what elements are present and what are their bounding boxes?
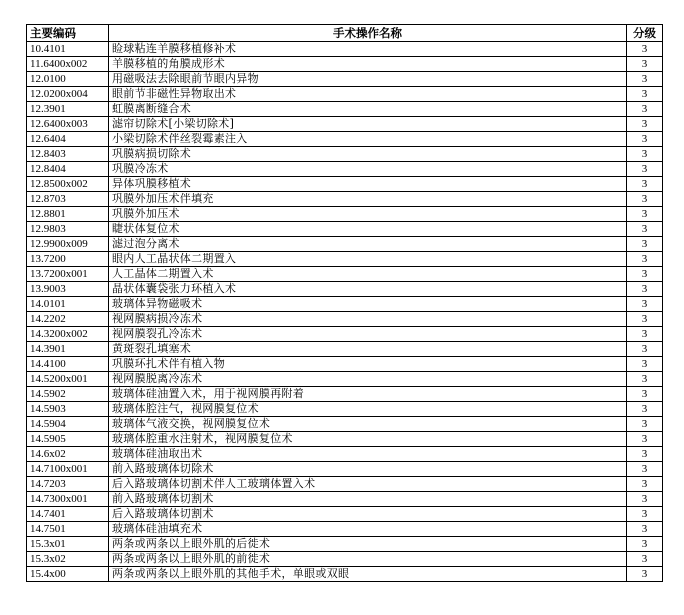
cell-code: 10.4101 <box>27 42 109 57</box>
cell-code: 13.7200x001 <box>27 267 109 282</box>
cell-code: 14.7100x001 <box>27 462 109 477</box>
cell-grade: 3 <box>627 507 663 522</box>
cell-grade: 3 <box>627 492 663 507</box>
cell-name: 两条或两条以上眼外肌的后徙术 <box>109 537 627 552</box>
cell-code: 14.7501 <box>27 522 109 537</box>
cell-grade: 3 <box>627 162 663 177</box>
table-row <box>27 267 663 282</box>
cell-grade: 3 <box>627 237 663 252</box>
cell-grade: 3 <box>627 102 663 117</box>
cell-name: 视网膜脱离冷冻术 <box>109 372 627 387</box>
cell-code: 12.0200x004 <box>27 87 109 102</box>
cell-name: 晶状体囊袋张力环植入术 <box>109 282 627 297</box>
cell-grade: 3 <box>627 477 663 492</box>
cell-name: 玻璃体气液交换，视网膜复位术 <box>109 417 627 432</box>
header-row <box>27 25 663 42</box>
cell-grade: 3 <box>627 252 663 267</box>
cell-grade: 3 <box>627 72 663 87</box>
header-code: 主要编码 <box>27 25 109 42</box>
table-row <box>27 477 663 492</box>
table-row <box>27 387 663 402</box>
cell-code: 14.5902 <box>27 387 109 402</box>
table-header <box>27 25 663 42</box>
cell-name: 玻璃体硅油置入术，用于视网膜再附着 <box>109 387 627 402</box>
table-row <box>27 147 663 162</box>
cell-code: 12.8703 <box>27 192 109 207</box>
table-row <box>27 237 663 252</box>
table-row <box>27 567 663 582</box>
cell-grade: 3 <box>627 132 663 147</box>
cell-name: 玻璃体硅油取出术 <box>109 447 627 462</box>
table-row <box>27 342 663 357</box>
header-grade: 分级 <box>627 25 663 42</box>
table-row <box>27 132 663 147</box>
cell-code: 14.4100 <box>27 357 109 372</box>
cell-name: 眼内人工晶状体二期置入 <box>109 252 627 267</box>
table-row <box>27 252 663 267</box>
table-row <box>27 327 663 342</box>
cell-grade: 3 <box>627 462 663 477</box>
table-row <box>27 282 663 297</box>
cell-code: 14.0101 <box>27 297 109 312</box>
cell-grade: 3 <box>627 357 663 372</box>
cell-name: 后入路玻璃体切割术伴人工玻璃体置入术 <box>109 477 627 492</box>
cell-name: 视网膜裂孔冷冻术 <box>109 327 627 342</box>
table-row <box>27 42 663 57</box>
cell-code: 14.7300x001 <box>27 492 109 507</box>
cell-name: 睑球粘连羊膜移植修补术 <box>109 42 627 57</box>
cell-name: 视网膜病损冷冻术 <box>109 312 627 327</box>
cell-grade: 3 <box>627 42 663 57</box>
cell-code: 14.7401 <box>27 507 109 522</box>
table-row <box>27 462 663 477</box>
table-row <box>27 102 663 117</box>
cell-name: 黄斑裂孔填塞术 <box>109 342 627 357</box>
cell-name: 巩膜外加压术 <box>109 207 627 222</box>
cell-code: 13.7200 <box>27 252 109 267</box>
cell-name: 巩膜冷冻术 <box>109 162 627 177</box>
cell-name: 玻璃体腔注气，视网膜复位术 <box>109 402 627 417</box>
cell-name: 小梁切除术伴丝裂霉素注入 <box>109 132 627 147</box>
cell-name: 巩膜病损切除术 <box>109 147 627 162</box>
cell-name: 前入路玻璃体切割术 <box>109 492 627 507</box>
table-row <box>27 357 663 372</box>
table-row <box>27 312 663 327</box>
cell-grade: 3 <box>627 177 663 192</box>
cell-code: 14.5905 <box>27 432 109 447</box>
table-row <box>27 57 663 72</box>
cell-grade: 3 <box>627 387 663 402</box>
table-row <box>27 492 663 507</box>
cell-grade: 3 <box>627 267 663 282</box>
document-page <box>26 24 662 582</box>
cell-grade: 3 <box>627 282 663 297</box>
table-row <box>27 192 663 207</box>
cell-code: 12.8403 <box>27 147 109 162</box>
cell-grade: 3 <box>627 117 663 132</box>
cell-name: 羊膜移植的角膜成形术 <box>109 57 627 72</box>
cell-grade: 3 <box>627 402 663 417</box>
cell-name: 巩膜外加压术伴填充 <box>109 192 627 207</box>
cell-grade: 3 <box>627 297 663 312</box>
cell-grade: 3 <box>627 207 663 222</box>
cell-name: 两条或两条以上眼外肌的其他手术，单眼或双眼 <box>109 567 627 582</box>
cell-name: 玻璃体腔重水注射术，视网膜复位术 <box>109 432 627 447</box>
cell-code: 12.0100 <box>27 72 109 87</box>
table-row <box>27 372 663 387</box>
cell-name: 玻璃体异物磁吸术 <box>109 297 627 312</box>
table-row <box>27 507 663 522</box>
cell-name: 前入路玻璃体切除术 <box>109 462 627 477</box>
cell-code: 13.9003 <box>27 282 109 297</box>
table-row <box>27 447 663 462</box>
cell-code: 14.5904 <box>27 417 109 432</box>
table-row <box>27 537 663 552</box>
procedure-table <box>26 24 663 582</box>
cell-code: 14.3200x002 <box>27 327 109 342</box>
table-row <box>27 522 663 537</box>
table-row <box>27 72 663 87</box>
table-body <box>27 42 663 582</box>
cell-name: 用磁吸法去除眼前节眼内异物 <box>109 72 627 87</box>
cell-name: 巩膜环扎术伴有植入物 <box>109 357 627 372</box>
table-row <box>27 552 663 567</box>
cell-code: 12.6400x003 <box>27 117 109 132</box>
table-row <box>27 297 663 312</box>
table-row <box>27 432 663 447</box>
cell-grade: 3 <box>627 222 663 237</box>
cell-name: 睫状体复位术 <box>109 222 627 237</box>
table-row <box>27 417 663 432</box>
cell-code: 15.3x01 <box>27 537 109 552</box>
cell-grade: 3 <box>627 567 663 582</box>
cell-code: 15.3x02 <box>27 552 109 567</box>
table-row <box>27 207 663 222</box>
cell-name: 人工晶体二期置入术 <box>109 267 627 282</box>
cell-grade: 3 <box>627 522 663 537</box>
cell-code: 12.8500x002 <box>27 177 109 192</box>
table-row <box>27 162 663 177</box>
cell-grade: 3 <box>627 372 663 387</box>
cell-name: 后入路玻璃体切割术 <box>109 507 627 522</box>
cell-code: 12.8404 <box>27 162 109 177</box>
cell-code: 12.6404 <box>27 132 109 147</box>
table-row <box>27 177 663 192</box>
cell-name: 玻璃体硅油填充术 <box>109 522 627 537</box>
cell-code: 12.9900x009 <box>27 237 109 252</box>
cell-name: 两条或两条以上眼外肌的前徙术 <box>109 552 627 567</box>
cell-grade: 3 <box>627 57 663 72</box>
cell-grade: 3 <box>627 312 663 327</box>
cell-name: 滤过泡分离术 <box>109 237 627 252</box>
cell-code: 14.5200x001 <box>27 372 109 387</box>
header-name: 手术操作名称 <box>109 25 627 42</box>
cell-grade: 3 <box>627 552 663 567</box>
cell-code: 11.6400x002 <box>27 57 109 72</box>
cell-grade: 3 <box>627 192 663 207</box>
cell-grade: 3 <box>627 447 663 462</box>
cell-code: 14.3901 <box>27 342 109 357</box>
cell-grade: 3 <box>627 147 663 162</box>
cell-code: 14.5903 <box>27 402 109 417</box>
cell-grade: 3 <box>627 417 663 432</box>
table-row <box>27 222 663 237</box>
cell-grade: 3 <box>627 327 663 342</box>
cell-code: 12.8801 <box>27 207 109 222</box>
table-row <box>27 117 663 132</box>
table-row <box>27 87 663 102</box>
cell-grade: 3 <box>627 537 663 552</box>
cell-code: 12.3901 <box>27 102 109 117</box>
cell-name: 虹膜离断缝合术 <box>109 102 627 117</box>
cell-code: 14.2202 <box>27 312 109 327</box>
cell-code: 12.9803 <box>27 222 109 237</box>
cell-grade: 3 <box>627 432 663 447</box>
cell-code: 14.6x02 <box>27 447 109 462</box>
cell-name: 眼前节非磁性异物取出术 <box>109 87 627 102</box>
cell-code: 15.4x00 <box>27 567 109 582</box>
table-row <box>27 402 663 417</box>
cell-grade: 3 <box>627 87 663 102</box>
cell-name: 异体巩膜移植术 <box>109 177 627 192</box>
cell-grade: 3 <box>627 342 663 357</box>
cell-code: 14.7203 <box>27 477 109 492</box>
cell-name: 滤帘切除术[小梁切除术] <box>109 117 627 132</box>
